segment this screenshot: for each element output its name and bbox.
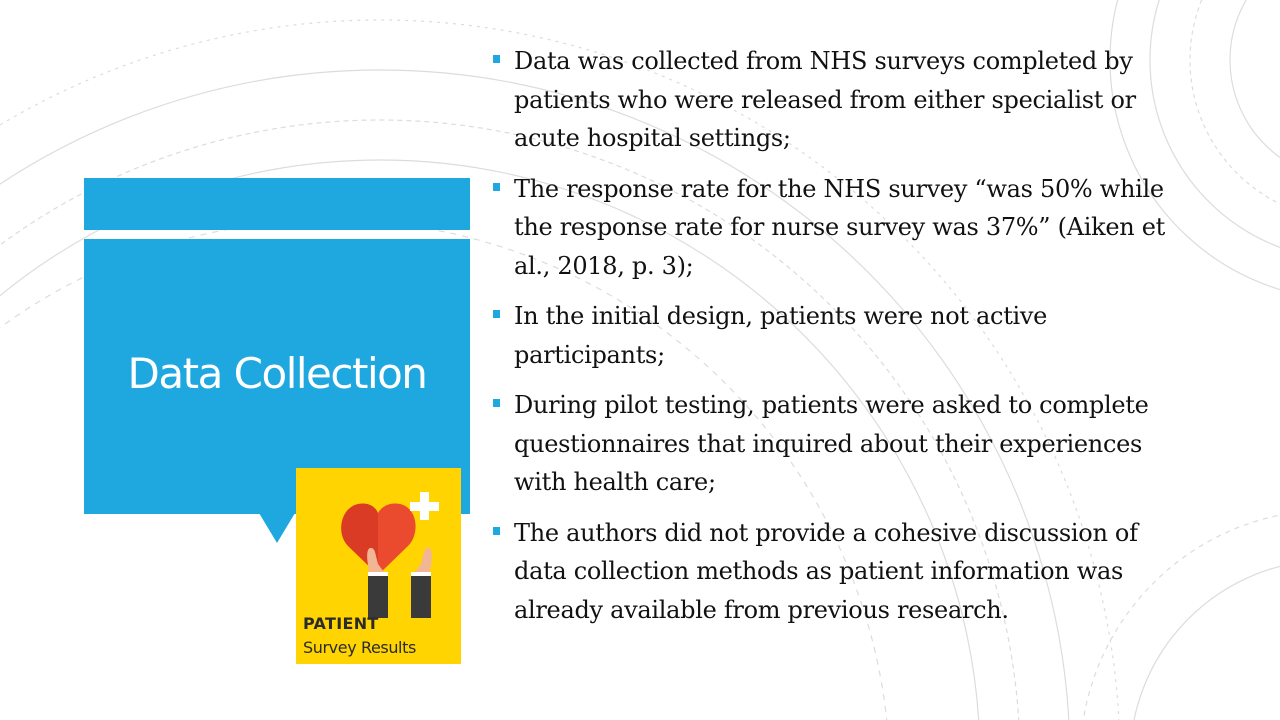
patient-survey-badge bbox=[296, 468, 461, 664]
bullet-text: The response rate for the NHS survey “was 50% while the response rate for nurse survey was 37%” (Aiken et al., 2018, p. 3); bbox=[514, 174, 1165, 280]
bullet-text: In the initial design, patients were not active participants; bbox=[514, 302, 1048, 369]
bullet-marker-icon bbox=[493, 310, 500, 318]
badge-title: PATIENT bbox=[303, 614, 379, 633]
heart-with-cross-icon bbox=[296, 468, 461, 664]
bullet-item bbox=[493, 297, 1193, 374]
bullet-item bbox=[493, 42, 1193, 158]
bullet-item bbox=[493, 170, 1193, 286]
bullet-marker-icon bbox=[493, 527, 500, 535]
bullet-item bbox=[493, 514, 1193, 630]
bullet-marker-icon bbox=[493, 55, 500, 63]
title-box-pointer bbox=[259, 513, 295, 543]
bullet-list bbox=[493, 42, 1193, 641]
bullet-text: During pilot testing, patients were asked to complete questionnaires that inquired about their experiences with health care; bbox=[514, 391, 1149, 496]
accent-bar bbox=[84, 178, 470, 230]
bullet-item bbox=[493, 386, 1193, 502]
bullet-marker-icon bbox=[493, 399, 500, 407]
bullet-text: Data was collected from NHS surveys completed by patients who were released from either specialist or acute hospital settings; bbox=[514, 47, 1136, 152]
badge-subtitle: Survey Results bbox=[303, 638, 416, 657]
bullet-marker-icon bbox=[493, 183, 500, 191]
slide-title: Data Collection bbox=[127, 348, 427, 398]
bullet-text: The authors did not provide a cohesive discussion of data collection methods as patient information was already available from previous research. bbox=[514, 518, 1138, 624]
